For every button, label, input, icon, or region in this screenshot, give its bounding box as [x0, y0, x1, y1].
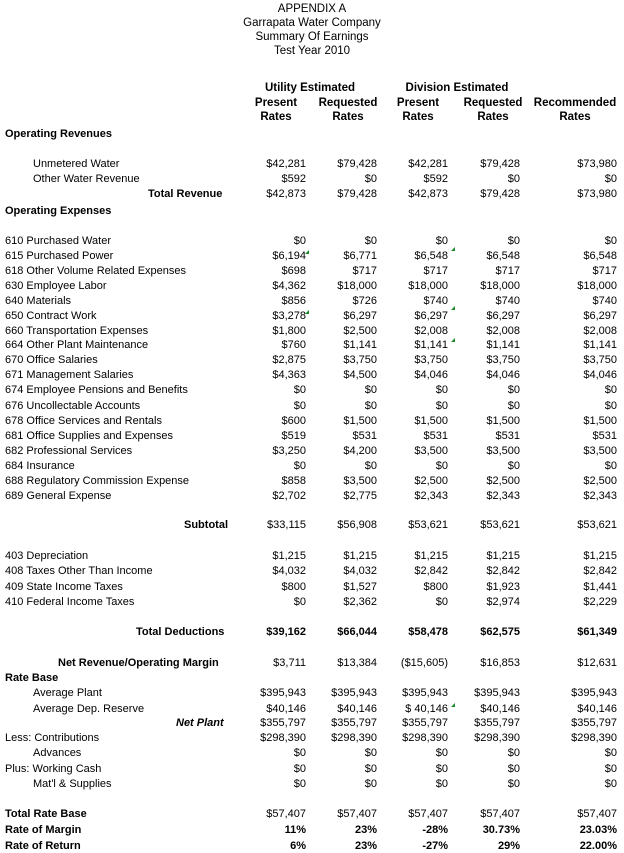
value-cell: $2,702 — [272, 490, 306, 502]
value-cell: $6,194 — [272, 250, 306, 262]
value-cell: $4,046 — [583, 369, 617, 381]
col4-head: Requested Rates — [463, 97, 523, 123]
value-cell: -27% — [422, 840, 448, 852]
col2-head: Requested Rates — [318, 97, 378, 123]
value-cell: $355,797 — [331, 717, 377, 729]
table-row — [0, 399, 624, 413]
value-cell: $0 — [364, 400, 377, 412]
value-cell: $16,853 — [480, 657, 520, 669]
value-cell: $4,046 — [486, 369, 520, 381]
table-row — [0, 777, 624, 791]
value-cell: $61,349 — [577, 626, 617, 638]
table-row — [0, 762, 624, 776]
group-division-estimated: Division Estimated — [405, 82, 509, 94]
row-label: Subtotal — [184, 519, 228, 531]
value-cell: $531 — [423, 430, 448, 442]
row-label: Rate of Margin — [5, 824, 82, 836]
value-cell: $6,297 — [486, 310, 520, 322]
value-cell: $355,797 — [474, 717, 520, 729]
value-cell: $0 — [364, 173, 377, 185]
value-cell: $395,943 — [331, 687, 377, 699]
value-cell: $600 — [281, 415, 306, 427]
value-cell: $6,771 — [343, 250, 377, 262]
row-label: Operating Revenues — [5, 128, 112, 140]
value-cell: $355,797 — [402, 717, 448, 729]
value-cell: $4,032 — [343, 565, 377, 577]
value-cell: $12,631 — [577, 657, 617, 669]
row-label: Operating Expenses — [5, 205, 112, 217]
value-cell: $298,390 — [260, 732, 306, 744]
table-row — [0, 383, 624, 397]
value-cell: $79,428 — [480, 188, 520, 200]
row-label: 674 Employee Pensions and Benefits — [5, 384, 188, 396]
value-cell: $2,842 — [486, 565, 520, 577]
table-row — [0, 444, 624, 458]
value-cell: $0 — [435, 778, 448, 790]
value-cell: $42,873 — [408, 188, 448, 200]
value-cell: $395,943 — [571, 687, 617, 699]
table-row — [0, 746, 624, 760]
value-cell: $740 — [495, 295, 520, 307]
value-cell: $717 — [352, 265, 377, 277]
table-row — [0, 324, 624, 338]
cell-marker-icon — [451, 703, 455, 707]
value-cell: $0 — [293, 763, 306, 775]
table-row — [0, 459, 624, 473]
value-cell: 23.03% — [579, 824, 617, 836]
table-row — [0, 414, 624, 428]
value-cell: $73,980 — [577, 158, 617, 170]
table-row — [0, 564, 624, 578]
value-cell: $1,800 — [272, 325, 306, 337]
value-cell: $1,500 — [343, 415, 377, 427]
value-cell: $6,297 — [583, 310, 617, 322]
value-cell: $6,297 — [343, 310, 377, 322]
value-cell: $3,278 — [272, 310, 306, 322]
table-row — [0, 429, 624, 443]
cell-marker-icon — [451, 306, 455, 310]
value-cell: $4,032 — [272, 565, 306, 577]
value-cell: $2,008 — [414, 325, 448, 337]
value-cell: -28% — [422, 824, 448, 836]
row-label: 684 Insurance — [5, 460, 75, 472]
row-label: 660 Transportation Expenses — [5, 325, 149, 337]
value-cell: $4,500 — [343, 369, 377, 381]
table-row — [0, 807, 624, 821]
table-row — [0, 474, 624, 488]
value-cell: $0 — [364, 778, 377, 790]
table-row — [0, 294, 624, 308]
row-label: 678 Office Services and Rentals — [5, 415, 162, 427]
value-cell: $1,141 — [414, 339, 448, 351]
row-label: 409 State Income Taxes — [5, 581, 123, 593]
cell-marker-icon — [305, 250, 309, 254]
value-cell: $2,229 — [583, 596, 617, 608]
row-label: 630 Employee Labor — [5, 280, 107, 292]
value-cell: $717 — [423, 265, 448, 277]
row-label: 664 Other Plant Maintenance — [5, 339, 149, 351]
value-cell: $4,046 — [414, 369, 448, 381]
row-label: Rate of Return — [5, 840, 81, 852]
row-label: 408 Taxes Other Than Income — [5, 565, 153, 577]
value-cell: $355,797 — [260, 717, 306, 729]
value-cell: $531 — [592, 430, 617, 442]
row-label: 650 Contract Work — [5, 310, 97, 322]
table-row — [0, 279, 624, 293]
table-row — [0, 204, 624, 218]
row-label: 670 Office Salaries — [5, 354, 98, 366]
value-cell: $57,407 — [577, 808, 617, 820]
value-cell: $2,875 — [272, 354, 306, 366]
value-cell: $298,390 — [331, 732, 377, 744]
table-row — [0, 157, 624, 171]
value-cell: $1,215 — [343, 550, 377, 562]
value-cell: $298,390 — [474, 732, 520, 744]
row-label: Plus: Working Cash — [5, 763, 102, 775]
value-cell: ($15,605) — [400, 657, 448, 669]
value-cell: $1,500 — [583, 415, 617, 427]
value-cell: $298,390 — [402, 732, 448, 744]
table-row — [0, 489, 624, 503]
value-cell: $856 — [281, 295, 306, 307]
value-cell: $3,750 — [486, 354, 520, 366]
value-cell: $58,478 — [408, 626, 448, 638]
table-row — [0, 187, 624, 201]
value-cell: $0 — [604, 400, 617, 412]
value-cell: $3,500 — [343, 475, 377, 487]
row-label: 689 General Expense — [5, 490, 112, 502]
value-cell: $53,621 — [408, 519, 448, 531]
row-label: Less: Contributions — [5, 732, 100, 744]
value-cell: $33,115 — [267, 519, 306, 531]
table-row — [0, 249, 624, 263]
value-cell: 30.73% — [482, 824, 520, 836]
value-cell: $0 — [604, 173, 617, 185]
value-cell: $3,500 — [583, 445, 617, 457]
value-cell: $2,842 — [583, 565, 617, 577]
value-cell: $2,974 — [486, 596, 520, 608]
value-cell: $3,250 — [272, 445, 306, 457]
value-cell: $592 — [281, 173, 306, 185]
value-cell: $0 — [604, 235, 617, 247]
value-cell: $2,500 — [486, 475, 520, 487]
value-cell: $3,500 — [414, 445, 448, 457]
value-cell: $53,621 — [480, 519, 520, 531]
row-label: 615 Purchased Power — [5, 250, 114, 262]
value-cell: $18,000 — [577, 280, 617, 292]
row-label: Other Water Revenue — [33, 173, 140, 185]
value-cell: $1,923 — [486, 581, 520, 593]
value-cell: $726 — [352, 295, 377, 307]
value-cell: $395,943 — [474, 687, 520, 699]
value-cell: 23% — [354, 840, 377, 852]
value-cell: $592 — [423, 173, 448, 185]
table-row — [0, 127, 624, 141]
table-row — [0, 172, 624, 186]
value-cell: $2,008 — [583, 325, 617, 337]
table-row — [0, 823, 624, 837]
table-row — [0, 731, 624, 745]
table-row — [0, 580, 624, 594]
value-cell: $0 — [293, 384, 306, 396]
value-cell: $ 40,146 — [405, 703, 448, 715]
col5-head: Recommended Rates — [533, 97, 617, 123]
table-row — [0, 353, 624, 367]
value-cell: $1,500 — [414, 415, 448, 427]
row-label: Average Dep. Reserve — [33, 703, 145, 715]
row-label: 676 Uncollectable Accounts — [5, 400, 141, 412]
value-cell: $18,000 — [408, 280, 448, 292]
cell-marker-icon — [451, 247, 455, 251]
value-cell: $3,711 — [273, 657, 306, 669]
value-cell: $0 — [507, 778, 520, 790]
table-row — [0, 518, 624, 532]
row-label: Total Deductions — [136, 626, 225, 638]
col1-head: Present Rates — [254, 97, 298, 123]
value-cell: $53,621 — [577, 519, 617, 531]
value-cell: $0 — [293, 235, 306, 247]
value-cell: $4,363 — [272, 369, 306, 381]
row-label: Average Plant — [33, 687, 102, 699]
row-label: 640 Materials — [5, 295, 72, 307]
table-row — [0, 656, 624, 670]
row-label: Rate Base — [5, 672, 59, 684]
row-label: Unmetered Water — [33, 158, 120, 170]
value-cell: $66,044 — [337, 626, 377, 638]
table-row — [0, 338, 624, 352]
value-cell: $0 — [507, 747, 520, 759]
value-cell: $1,215 — [486, 550, 520, 562]
row-label: 410 Federal Income Taxes — [5, 596, 135, 608]
row-label: 610 Purchased Water — [5, 235, 111, 247]
value-cell: $3,750 — [414, 354, 448, 366]
value-cell: $1,141 — [343, 339, 377, 351]
table-row — [0, 264, 624, 278]
value-cell: $298,390 — [571, 732, 617, 744]
row-label: Net Revenue/Operating Margin — [58, 657, 219, 669]
value-cell: 6% — [290, 840, 306, 852]
value-cell: $717 — [495, 265, 520, 277]
value-cell: $57,407 — [266, 808, 306, 820]
value-cell: $698 — [281, 265, 306, 277]
appendix-label: APPENDIX A — [277, 3, 347, 15]
row-label: 618 Other Volume Related Expenses — [5, 265, 187, 277]
value-cell: $717 — [592, 265, 617, 277]
value-cell: $6,297 — [414, 310, 448, 322]
row-label: Advances — [33, 747, 82, 759]
value-cell: $2,500 — [414, 475, 448, 487]
value-cell: 29% — [497, 840, 520, 852]
value-cell: $40,146 — [480, 703, 520, 715]
value-cell: $1,527 — [343, 581, 377, 593]
value-cell: $2,500 — [343, 325, 377, 337]
value-cell: $13,384 — [337, 657, 377, 669]
value-cell: $0 — [604, 384, 617, 396]
company-name: Garrapata Water Company — [243, 17, 381, 29]
value-cell: $740 — [423, 295, 448, 307]
row-label: 403 Depreciation — [5, 550, 89, 562]
value-cell: $531 — [495, 430, 520, 442]
row-label: Mat'l & Supplies — [33, 778, 112, 790]
value-cell: $1,215 — [272, 550, 306, 562]
value-cell: $395,943 — [402, 687, 448, 699]
value-cell: $62,575 — [480, 626, 520, 638]
value-cell: $531 — [352, 430, 377, 442]
test-year: Test Year 2010 — [273, 45, 351, 57]
value-cell: $395,943 — [260, 687, 306, 699]
table-row — [0, 625, 624, 639]
value-cell: $6,548 — [414, 250, 448, 262]
value-cell: $2,362 — [343, 596, 377, 608]
value-cell: $740 — [592, 295, 617, 307]
value-cell: $57,407 — [337, 808, 377, 820]
value-cell: $800 — [281, 581, 306, 593]
value-cell: 22.00% — [579, 840, 617, 852]
value-cell: $3,750 — [343, 354, 377, 366]
value-cell: $2,775 — [343, 490, 377, 502]
value-cell: $0 — [364, 460, 377, 472]
report-title: Summary Of Earnings — [255, 31, 369, 43]
value-cell: $2,343 — [583, 490, 617, 502]
value-cell: $0 — [435, 400, 448, 412]
table-row — [0, 309, 624, 323]
group-utility-estimated: Utility Estimated — [264, 82, 356, 94]
value-cell: $0 — [604, 763, 617, 775]
value-cell: $18,000 — [480, 280, 520, 292]
value-cell: $1,441 — [583, 581, 617, 593]
row-label: 681 Office Supplies and Expenses — [5, 430, 173, 442]
value-cell: $1,141 — [486, 339, 520, 351]
value-cell: $0 — [293, 778, 306, 790]
value-cell: $57,407 — [480, 808, 520, 820]
row-label: 682 Professional Services — [5, 445, 133, 457]
value-cell: $42,873 — [266, 188, 306, 200]
value-cell: $0 — [507, 763, 520, 775]
value-cell: $0 — [364, 747, 377, 759]
value-cell: $760 — [281, 339, 306, 351]
col3-head: Present Rates — [396, 97, 440, 123]
table-row — [0, 368, 624, 382]
value-cell: $42,281 — [408, 158, 448, 170]
value-cell: $0 — [507, 460, 520, 472]
value-cell: $4,362 — [272, 280, 306, 292]
value-cell: $3,500 — [486, 445, 520, 457]
value-cell: $0 — [293, 596, 306, 608]
value-cell: $1,215 — [414, 550, 448, 562]
value-cell: $79,428 — [480, 158, 520, 170]
value-cell: $0 — [435, 460, 448, 472]
value-cell: $1,215 — [583, 550, 617, 562]
value-cell: $0 — [293, 460, 306, 472]
value-cell: $0 — [507, 400, 520, 412]
row-label: Total Rate Base — [5, 808, 87, 820]
row-label: 671 Management Salaries — [5, 369, 134, 381]
value-cell: $2,008 — [486, 325, 520, 337]
value-cell: $57,407 — [408, 808, 448, 820]
row-label: 688 Regulatory Commission Expense — [5, 475, 190, 487]
value-cell: $858 — [281, 475, 306, 487]
value-cell: 23% — [354, 824, 377, 836]
value-cell: $6,548 — [583, 250, 617, 262]
row-label: Total Revenue — [148, 188, 223, 200]
value-cell: $39,162 — [266, 626, 306, 638]
value-cell: $73,980 — [577, 188, 617, 200]
value-cell: $2,343 — [486, 490, 520, 502]
table-row — [0, 549, 624, 563]
table-row — [0, 716, 624, 730]
value-cell: $2,343 — [414, 490, 448, 502]
value-cell: $4,200 — [343, 445, 377, 457]
value-cell: $79,428 — [337, 188, 377, 200]
value-cell: 11% — [284, 824, 306, 836]
cell-marker-icon — [305, 310, 309, 314]
value-cell: $3,750 — [583, 354, 617, 366]
value-cell: $355,797 — [571, 717, 617, 729]
cell-marker-icon — [451, 338, 455, 342]
table-row — [0, 595, 624, 609]
value-cell: $0 — [293, 747, 306, 759]
value-cell: $0 — [435, 747, 448, 759]
value-cell: $0 — [364, 384, 377, 396]
value-cell: $40,146 — [266, 703, 306, 715]
value-cell: $1,500 — [486, 415, 520, 427]
value-cell: $0 — [364, 235, 377, 247]
value-cell: $6,548 — [486, 250, 520, 262]
value-cell: $0 — [604, 460, 617, 472]
table-row — [0, 702, 624, 716]
row-label: Net Plant — [176, 717, 224, 729]
table-row — [0, 839, 624, 853]
value-cell: $0 — [435, 384, 448, 396]
value-cell: $0 — [293, 400, 306, 412]
value-cell: $0 — [604, 778, 617, 790]
value-cell: $0 — [435, 596, 448, 608]
value-cell: $2,500 — [583, 475, 617, 487]
value-cell: $42,281 — [266, 158, 306, 170]
value-cell: $519 — [281, 430, 306, 442]
value-cell: $2,842 — [414, 565, 448, 577]
value-cell: $0 — [507, 235, 520, 247]
value-cell: $40,146 — [577, 703, 617, 715]
value-cell: $800 — [423, 581, 448, 593]
table-row — [0, 671, 624, 685]
value-cell: $18,000 — [337, 280, 377, 292]
table-row — [0, 234, 624, 248]
value-cell: $1,141 — [583, 339, 617, 351]
value-cell: $56,908 — [337, 519, 377, 531]
value-cell: $0 — [364, 763, 377, 775]
value-cell: $0 — [435, 763, 448, 775]
value-cell: $0 — [507, 173, 520, 185]
value-cell: $40,146 — [337, 703, 377, 715]
value-cell: $79,428 — [337, 158, 377, 170]
table-row — [0, 686, 624, 700]
value-cell: $0 — [507, 384, 520, 396]
value-cell: $0 — [604, 747, 617, 759]
value-cell: $0 — [435, 235, 448, 247]
